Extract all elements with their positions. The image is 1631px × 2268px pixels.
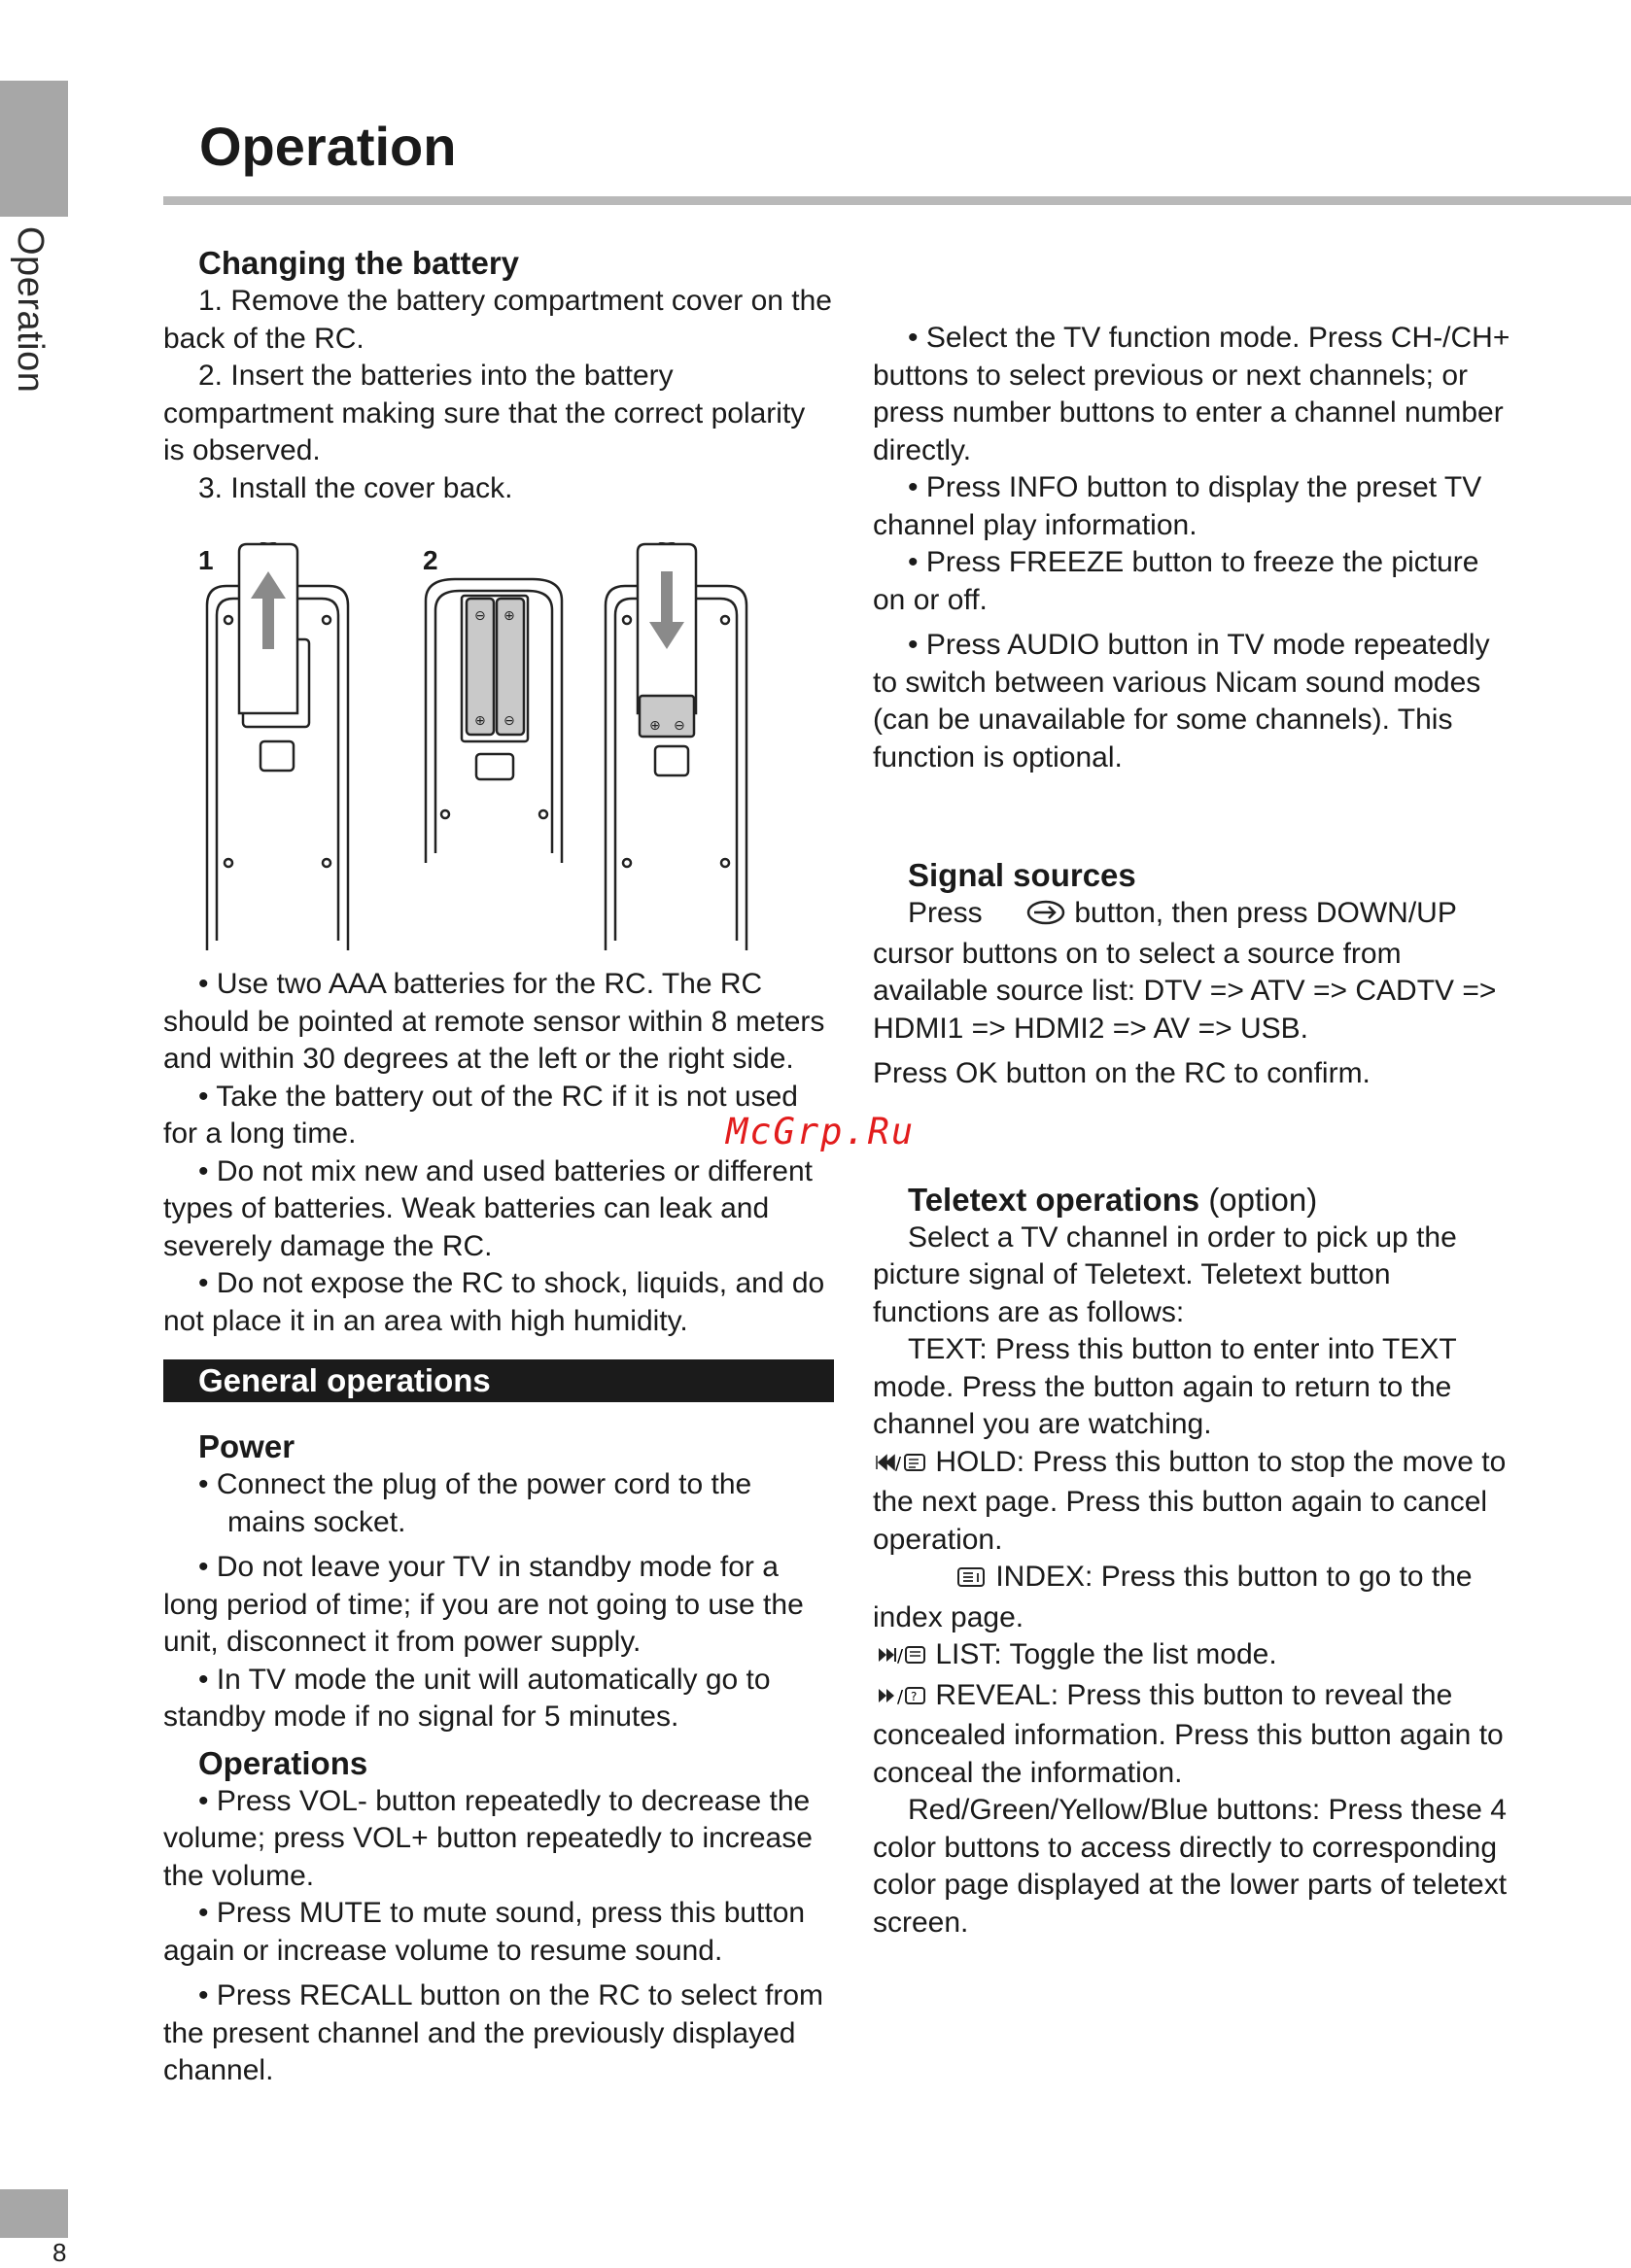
battery-step: 1. Remove the battery compartment cover on the back of the RC.	[163, 285, 832, 355]
battery-note: • Use two AAA batteries for the RC. The RC should be pointed at remote sensor within 8 meters and within 30 degrees at the left or the right side.	[163, 968, 825, 1075]
teletext-reveal-line	[873, 1677, 1514, 1793]
svg-text:⊖: ⊖	[674, 718, 685, 734]
teletext-list-line	[873, 1636, 1514, 1677]
svg-text:/: /	[897, 1686, 904, 1707]
signal-text-body: button, then press DOWN/UP cursor buttons on to select a source from available source list: DTV => ATV => CADTV => HDMI1 => HDMI2 => AV => USB.	[873, 897, 1497, 1045]
hold-icon	[873, 1447, 927, 1485]
svg-text:⊕: ⊕	[474, 713, 486, 729]
tv-item: • Press FREEZE button to freeze the picture on or off.	[873, 546, 1479, 616]
reveal-icon	[873, 1680, 927, 1718]
battery-note: • Do not expose the RC to shock, liquids, and do not place it in an area with high humidity.	[163, 1267, 825, 1337]
teletext-hold-line	[873, 1444, 1514, 1560]
tv-item: • Press INFO button to display the preset TV channel play information.	[873, 471, 1482, 541]
input-source-icon	[990, 898, 1066, 936]
list-icon	[873, 1639, 927, 1677]
power-item: • Do not leave your TV in standby mode for a long period of time; if you are not going to use the unit, disconnect it from power supply.	[163, 1551, 804, 1658]
svg-text:⊖: ⊖	[474, 608, 486, 624]
svg-text:⊕: ⊕	[503, 608, 515, 624]
teletext-colors: Red/Green/Yellow/Blue buttons: Press these 4 color buttons to access directly to corresponding color page displayed at the lower parts of teletext screen.	[873, 1794, 1508, 1939]
general-operations-bar: General operations	[163, 1359, 834, 1402]
battery-figure	[163, 542, 834, 950]
teletext-heading-suffix: (option)	[1208, 1181, 1318, 1218]
teletext-heading-text: Teletext operations	[908, 1181, 1200, 1218]
battery-step: 2. Insert the batteries into the battery compartment making sure that the correct polarity is observed.	[163, 360, 806, 466]
teletext-reveal: REVEAL: Press this button to reveal the concealed information. Press this button again to conceal the information.	[873, 1678, 1504, 1789]
signal-confirm: Press OK button on the RC to confirm.	[873, 1057, 1371, 1089]
signal-heading: Signal sources	[908, 857, 1136, 893]
power-item: • In TV mode the unit will automatically go to standby mode if no signal for 5 minutes.	[163, 1663, 771, 1733]
figure-label-2: 2	[423, 545, 438, 575]
battery-note: • Take the battery out of the RC if it is not used for a long time.	[163, 1080, 798, 1150]
tv-item: • Select the TV function mode. Press CH-/CH+ buttons to select previous or next channels; or press number buttons to enter a channel number directly.	[873, 322, 1510, 466]
operations-heading: Operations	[198, 1744, 368, 1781]
teletext-intro: Select a TV channel in order to pick up the picture signal of Teletext. Teletext button functions are as follows:	[873, 1220, 1457, 1328]
right-column	[873, 320, 1514, 1942]
teletext-heading	[873, 1181, 1514, 1220]
teletext-text-item: TEXT: Press this button to enter into TEXT mode. Press the button again to return to the channel you are watching.	[873, 1333, 1457, 1440]
watermark: McGrp.Ru	[726, 1111, 916, 1152]
title-rule	[163, 196, 1631, 205]
remote-illustration	[163, 542, 834, 950]
svg-text:/: /	[897, 1646, 904, 1667]
battery-step: 3. Install the cover back.	[198, 471, 513, 504]
page-number: 8	[52, 2238, 67, 2267]
signal-text	[873, 895, 1514, 1048]
signal-press: Press	[908, 897, 983, 929]
left-column	[163, 244, 834, 2090]
battery-note: • Do not mix new and used batteries or different types of batteries. Weak batteries can leak and severely damage the RC.	[163, 1154, 813, 1262]
tv-item: • Press AUDIO button in TV mode repeatedly to switch between various Nicam sound modes (can be unavailable for some channels). This function is optional.	[873, 629, 1490, 773]
teletext-list: LIST: Toggle the list mode.	[935, 1638, 1277, 1670]
side-tab	[0, 81, 68, 217]
operations-item: • Press RECALL button on the RC to select from the present channel and the previously displayed channel.	[163, 1979, 824, 2086]
battery-heading: Changing the battery	[198, 245, 520, 281]
side-label: Operation	[10, 226, 51, 394]
page-tab	[0, 2189, 68, 2238]
svg-text:⊕: ⊕	[649, 718, 661, 734]
svg-text:/: /	[895, 1453, 902, 1474]
operations-item: • Press VOL- button repeatedly to decrease the volume; press VOL+ button repeatedly to increase the volume.	[163, 1784, 813, 1892]
teletext-index-line	[873, 1559, 1514, 1636]
figure-label-1: 1	[198, 545, 214, 575]
teletext-index: INDEX: Press this button to go to the index page.	[873, 1561, 1473, 1633]
operations-item: • Press MUTE to mute sound, press this button again or increase volume to resume sound.	[163, 1897, 806, 1967]
index-icon	[914, 1562, 988, 1599]
page-title: Operation	[199, 116, 457, 177]
svg-text:?: ?	[911, 1689, 918, 1703]
power-heading: Power	[198, 1428, 295, 1464]
svg-text:⊖: ⊖	[503, 713, 515, 729]
teletext-hold: HOLD: Press this button to stop the move to the next page. Press this button again to cancel operation.	[873, 1445, 1507, 1556]
power-item: • Connect the plug of the power cord to the mains socket.	[198, 1468, 752, 1538]
